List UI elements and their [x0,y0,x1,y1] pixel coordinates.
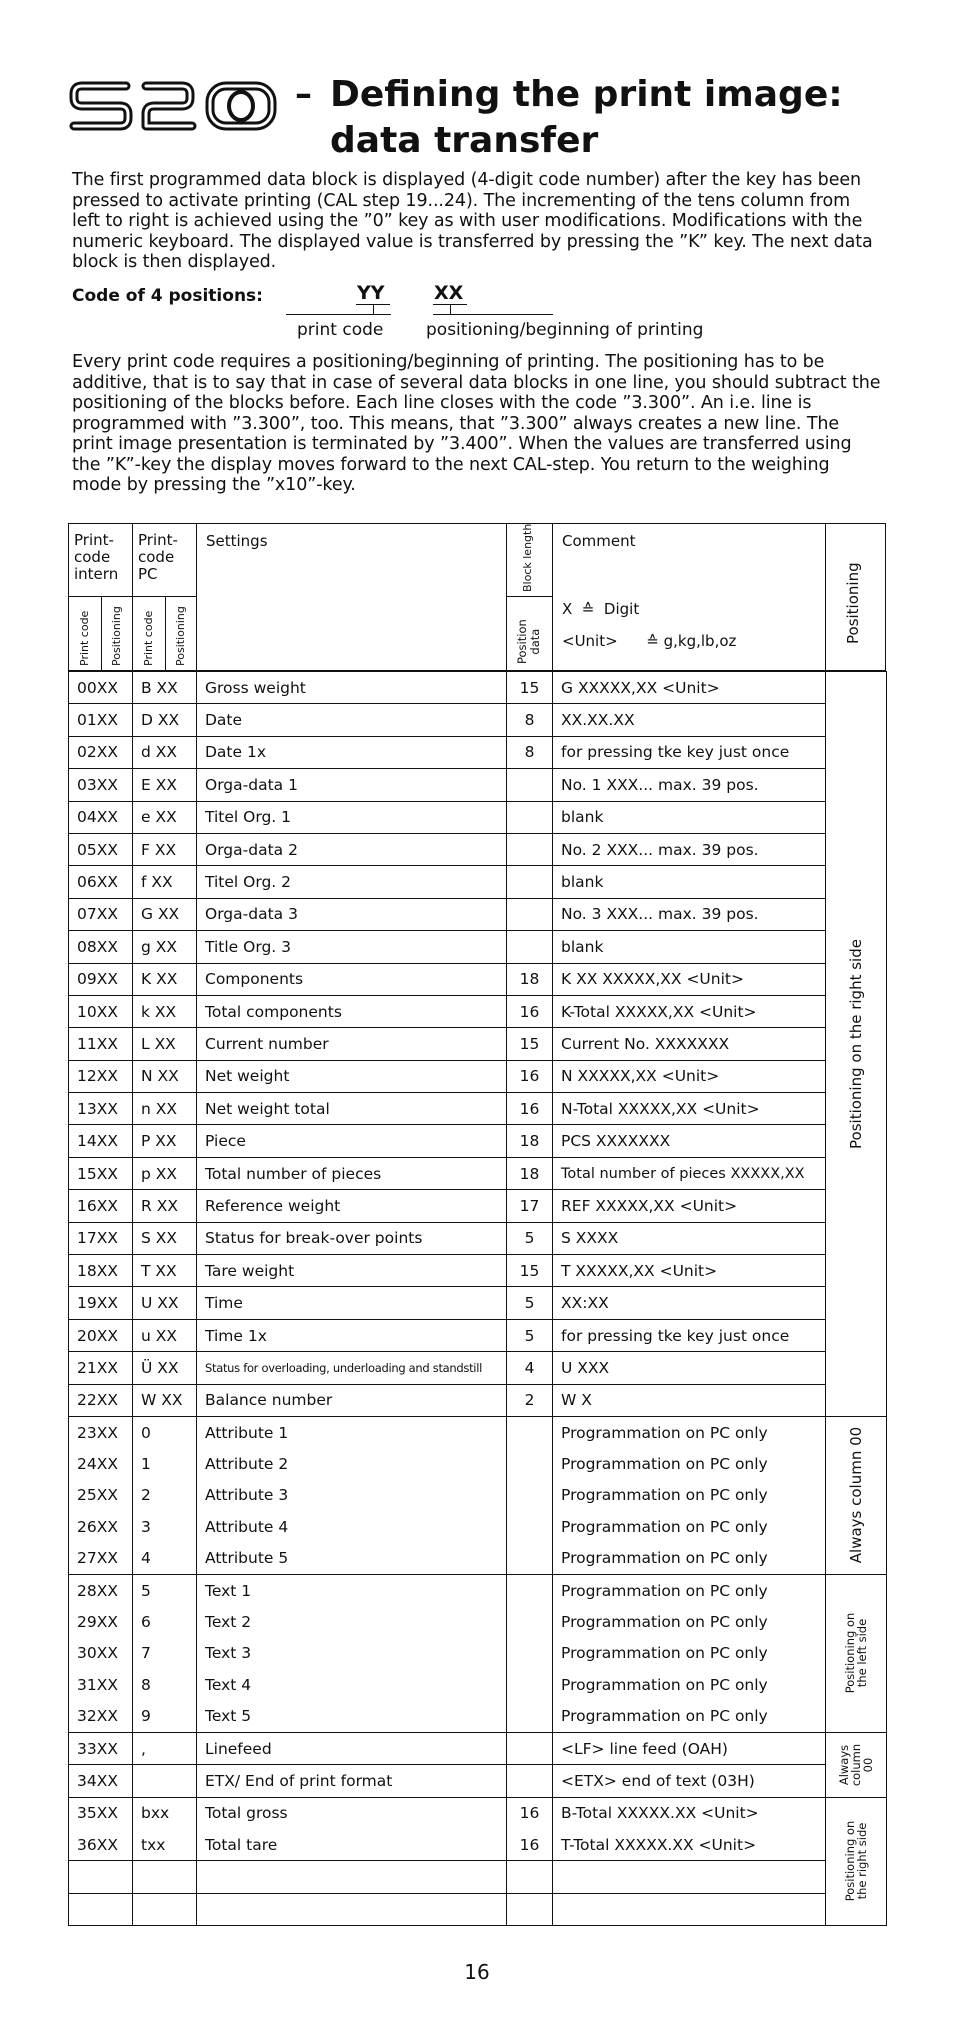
cell-print-code-pc [133,1765,197,1797]
table-row [69,1093,887,1125]
positioning-group-label: Always column 00 [847,1427,865,1564]
cell-print-code-pc: Ü XX [133,1352,197,1384]
cell-print-code-pc: 3 [133,1511,197,1542]
cell-print-code-intern [69,1893,133,1925]
cell-print-code-pc: B XX [133,672,197,704]
cell-setting: Text 3 [197,1638,507,1669]
cell-print-code-pc: G XX [133,898,197,930]
cell-print-code-intern: 34XX [69,1765,133,1797]
cell-setting: Title Org. 3 [197,931,507,963]
cell-setting: Time [197,1287,507,1319]
yy-tick [373,304,374,314]
positioning-group [826,1574,887,1732]
cell-block-length [507,1861,553,1893]
cell-print-code-intern: 22XX [69,1384,133,1416]
cell-setting: Text 4 [197,1669,507,1700]
cell-print-code-intern: 33XX [69,1732,133,1764]
table-row [69,1416,887,1448]
table-row [69,1829,887,1861]
cell-block-length [507,1511,553,1542]
cell-comment: REF XXXXX,XX <Unit> [553,1190,826,1222]
cell-block-length: 18 [507,1157,553,1189]
cell-block-length: 5 [507,1319,553,1351]
cell-setting: Attribute 2 [197,1448,507,1479]
cell-print-code-pc: d XX [133,736,197,768]
cell-print-code-intern: 06XX [69,866,133,898]
cell-comment [553,1861,826,1893]
cell-block-length: 2 [507,1384,553,1416]
cell-block-length: 5 [507,1287,553,1319]
cell-print-code-pc: k XX [133,995,197,1027]
cell-print-code-pc: N XX [133,1060,197,1092]
cell-block-length [507,1732,553,1764]
cell-print-code-pc: 0 [133,1416,197,1448]
table-row [69,1060,887,1092]
cell-print-code-pc: F XX [133,833,197,865]
cell-print-code-intern: 31XX [69,1669,133,1700]
cell-setting: Net weight total [197,1093,507,1125]
print-code-table [68,671,887,1926]
cell-comment: <ETX> end of text (03H) [553,1765,826,1797]
positioning-group [826,1797,887,1926]
cell-print-code-intern: 19XX [69,1287,133,1319]
title-dash: – [295,74,312,114]
cell-comment: K-Total XXXXX,XX <Unit> [553,995,826,1027]
cell-comment: blank [553,866,826,898]
positioning-bracket [433,314,553,315]
cell-comment: Programmation on PC only [553,1669,826,1700]
cell-block-length: 16 [507,1829,553,1861]
cell-block-length [507,1574,553,1606]
table-row [69,1861,887,1893]
cell-block-length: 18 [507,1125,553,1157]
table-row [69,1511,887,1542]
table-row [69,963,887,995]
cell-setting: Tare weight [197,1255,507,1287]
cell-print-code-pc: 9 [133,1701,197,1733]
cell-print-code-intern: 05XX [69,833,133,865]
header-block-length: Block length [521,523,534,592]
header-intern-positioning: Positioning [110,606,123,666]
cell-print-code-pc: txx [133,1829,197,1861]
cell-setting: Titel Org. 1 [197,801,507,833]
cell-print-code-intern: 36XX [69,1829,133,1861]
positioning-paragraph: Every print code requires a positioning/beginning of printing. The positioning has to be additive, that is to say that in case of several data blocks in one line, you should subtract the positioning of the blocks before. Each line closes with the code ”3.300”. An i.e. line is programmed with ”3.300”, too. This means, that ”3.300” always creates a new line. The print image presentation is terminated by ”3.400”. When the values are transferred using the ”K”-key the display moves forward to the next CAL-step. You return to the weighing mode by pressing the ”x10”-key. [72,352,881,495]
table-row [69,898,887,930]
cell-comment: No. 2 XXX... max. 39 pos. [553,833,826,865]
cell-block-length: 16 [507,1060,553,1092]
cell-setting: Current number [197,1028,507,1060]
cell-print-code-pc: f XX [133,866,197,898]
cell-setting: Time 1x [197,1319,507,1351]
cell-comment: Programmation on PC only [553,1543,826,1575]
title-line-2: data transfer [330,120,599,161]
cell-comment: for pressing tke key just once [553,736,826,768]
cell-setting: Text 1 [197,1574,507,1606]
positioning-group-label: Positioning on the right side [847,939,865,1149]
cell-print-code-intern: 12XX [69,1060,133,1092]
cell-comment: Programmation on PC only [553,1606,826,1637]
cell-print-code-pc: 7 [133,1638,197,1669]
print-code-label: print code [297,320,384,340]
cell-setting: Orga-data 3 [197,898,507,930]
cell-setting: Status for overloading, underloading and standstill [197,1352,507,1384]
cell-print-code-pc: 4 [133,1543,197,1575]
cell-block-length: 16 [507,1093,553,1125]
cell-block-length [507,1606,553,1637]
cell-comment: blank [553,801,826,833]
legend-digit: X ≙ Digit [562,600,640,618]
cell-setting: Status for break-over points [197,1222,507,1254]
cell-block-length [507,1480,553,1511]
cell-print-code-intern: 03XX [69,769,133,801]
cell-block-length [507,1416,553,1448]
cell-block-length: 15 [507,1028,553,1060]
cell-block-length: 17 [507,1190,553,1222]
cell-comment: Current No. XXXXXXX [553,1028,826,1060]
cell-print-code-intern: 04XX [69,801,133,833]
cell-comment: N XXXXX,XX <Unit> [553,1060,826,1092]
table-row [69,736,887,768]
cell-print-code-pc: T XX [133,1255,197,1287]
page-header [68,72,898,172]
cell-setting: Total tare [197,1829,507,1861]
cell-setting: Piece [197,1125,507,1157]
cell-comment [553,1893,826,1925]
cell-comment: Programmation on PC only [553,1511,826,1542]
cell-print-code-pc: U XX [133,1287,197,1319]
cell-print-code-pc: bxx [133,1797,197,1829]
cell-block-length [507,1543,553,1575]
cell-comment: Total number of pieces XXXXX,XX [553,1157,826,1189]
table-row [69,769,887,801]
positioning-group [826,1416,887,1574]
table-row [69,1765,887,1797]
cell-comment: Programmation on PC only [553,1480,826,1511]
title-line-1: Defining the print image: [330,74,843,115]
cell-comment: blank [553,931,826,963]
cell-block-length [507,866,553,898]
table-row [69,1255,887,1287]
cell-print-code-intern: 16XX [69,1190,133,1222]
cell-setting: Linefeed [197,1732,507,1764]
cell-setting: Date [197,704,507,736]
header-intern-print-code: Print code [78,610,91,666]
cell-print-code-pc: 5 [133,1574,197,1606]
table-row [69,672,887,704]
cell-print-code-pc: e XX [133,801,197,833]
cell-setting [197,1861,507,1893]
cell-block-length: 16 [507,995,553,1027]
cell-block-length [507,898,553,930]
cell-comment: No. 3 XXX... max. 39 pos. [553,898,826,930]
cell-print-code-intern: 23XX [69,1416,133,1448]
cell-setting: Gross weight [197,672,507,704]
table-row [69,1480,887,1511]
cell-setting: Balance number [197,1384,507,1416]
cell-print-code-pc: L XX [133,1028,197,1060]
cell-print-code-intern: 32XX [69,1701,133,1733]
cell-comment: XX.XX.XX [553,704,826,736]
table-row [69,1638,887,1669]
cell-print-code-pc: u XX [133,1319,197,1351]
cell-print-code-intern: 10XX [69,995,133,1027]
table-row [69,866,887,898]
cell-comment: XX:XX [553,1287,826,1319]
cell-comment: for pressing tke key just once [553,1319,826,1351]
table-row [69,931,887,963]
cell-block-length: 4 [507,1352,553,1384]
cell-setting: Attribute 3 [197,1480,507,1511]
table-row [69,1574,887,1606]
positioning-group-label: Positioning on the left side [843,1613,869,1694]
print-code-bracket [286,314,391,315]
table-row [69,1157,887,1189]
cell-print-code-pc: n XX [133,1093,197,1125]
table-row [69,1190,887,1222]
cell-setting: ETX/ End of print format [197,1765,507,1797]
cell-print-code-intern: 21XX [69,1352,133,1384]
cell-print-code-intern: 26XX [69,1511,133,1542]
code-yy: YY [357,282,385,304]
cell-block-length: 15 [507,672,553,704]
header-comment: Comment [562,532,636,550]
table-row [69,1028,887,1060]
positioning-group [826,672,887,1417]
cell-print-code-intern: 17XX [69,1222,133,1254]
positioning-label: positioning/beginning of printing [426,320,704,340]
cell-print-code-intern: 24XX [69,1448,133,1479]
table-row [69,1606,887,1637]
cell-print-code-intern: 09XX [69,963,133,995]
cell-print-code-pc: 6 [133,1606,197,1637]
code-format-diagram [72,282,892,342]
cell-setting: Text 5 [197,1701,507,1733]
table-row [69,1287,887,1319]
cell-setting: Reference weight [197,1190,507,1222]
table-row [69,1797,887,1829]
positioning-group [826,1732,887,1797]
cell-print-code-pc: 1 [133,1448,197,1479]
cell-print-code-intern: 25XX [69,1480,133,1511]
cell-print-code-pc: E XX [133,769,197,801]
cell-comment: T-Total XXXXX.XX <Unit> [553,1829,826,1861]
cell-block-length [507,1701,553,1733]
cell-setting: Components [197,963,507,995]
cell-block-length [507,833,553,865]
cell-comment: K XX XXXXX,XX <Unit> [553,963,826,995]
cell-print-code-intern: 00XX [69,672,133,704]
page-number: 16 [464,1960,490,1984]
table-row [69,1384,887,1416]
cell-print-code-pc: S XX [133,1222,197,1254]
header-pc-positioning: Positioning [174,606,187,666]
cell-print-code-pc: 8 [133,1669,197,1700]
table-row [69,1732,887,1764]
cell-block-length: 16 [507,1797,553,1829]
cell-comment: No. 1 XXX... max. 39 pos. [553,769,826,801]
table-row [69,1222,887,1254]
table-row [69,801,887,833]
table-row [69,1125,887,1157]
cell-print-code-intern: 08XX [69,931,133,963]
table-row [69,704,887,736]
cell-print-code-pc: g XX [133,931,197,963]
cell-print-code-pc: 2 [133,1480,197,1511]
cell-print-code-intern: 30XX [69,1638,133,1669]
legend-unit: <Unit> ≙ g,kg,lb,oz [562,632,737,650]
header-print-code-intern: Print- code intern [74,531,119,583]
cell-comment: T XXXXX,XX <Unit> [553,1255,826,1287]
cell-print-code-pc: R XX [133,1190,197,1222]
cell-print-code-pc: p XX [133,1157,197,1189]
cell-print-code-intern: 28XX [69,1574,133,1606]
cell-block-length [507,1638,553,1669]
cell-print-code-intern: 01XX [69,704,133,736]
table-row [69,1543,887,1575]
cell-setting: Total components [197,995,507,1027]
header-position-data: Position data [515,619,542,664]
cell-print-code-intern: 27XX [69,1543,133,1575]
cell-block-length: 8 [507,736,553,768]
cell-setting: Titel Org. 2 [197,866,507,898]
table-row [69,1448,887,1479]
cell-print-code-intern: 15XX [69,1157,133,1189]
cell-comment: N-Total XXXXX,XX <Unit> [553,1093,826,1125]
cell-comment: G XXXXX,XX <Unit> [553,672,826,704]
intro-paragraph: The first programmed data block is displayed (4-digit code number) after the key has been pressed to activate printing (CAL step 19...24). The incrementing of the tens column from left to right is achieved using the ”0” key as with user modifications. Modifications with the numeric keyboard. The displayed value is transferred by pressing the ”K” key. The next data block is then displayed. [72,170,873,272]
cell-comment: <LF> line feed (OAH) [553,1732,826,1764]
positioning-group-label: Always column 00 [837,1743,875,1786]
s20-logo [68,78,280,134]
cell-print-code-intern: 35XX [69,1797,133,1829]
cell-block-length: 15 [507,1255,553,1287]
cell-comment: Programmation on PC only [553,1638,826,1669]
cell-block-length: 5 [507,1222,553,1254]
table-row [69,833,887,865]
cell-comment: Programmation on PC only [553,1448,826,1479]
header-positioning: Positioning [844,562,862,644]
cell-print-code-pc: W XX [133,1384,197,1416]
cell-print-code-intern: 20XX [69,1319,133,1351]
xx-tick [450,304,451,314]
cell-comment: Programmation on PC only [553,1701,826,1733]
cell-setting: Total gross [197,1797,507,1829]
table-row [69,1893,887,1925]
header-print-code-pc: Print- code PC [138,531,178,583]
table-row [69,1352,887,1384]
cell-setting: Orga-data 1 [197,769,507,801]
cell-comment: W X [553,1384,826,1416]
cell-setting [197,1893,507,1925]
cell-setting: Attribute 5 [197,1543,507,1575]
cell-comment: U XXX [553,1352,826,1384]
cell-block-length [507,1448,553,1479]
cell-comment: S XXXX [553,1222,826,1254]
cell-block-length [507,1765,553,1797]
cell-print-code-pc [133,1861,197,1893]
cell-print-code-intern: 11XX [69,1028,133,1060]
cell-print-code-intern: 02XX [69,736,133,768]
cell-print-code-pc: P XX [133,1125,197,1157]
cell-comment: B-Total XXXXX.XX <Unit> [553,1797,826,1829]
cell-comment: PCS XXXXXXX [553,1125,826,1157]
cell-setting: Total number of pieces [197,1157,507,1189]
cell-block-length [507,801,553,833]
cell-print-code-intern: 18XX [69,1255,133,1287]
cell-setting: Attribute 1 [197,1416,507,1448]
table-row [69,1701,887,1733]
cell-comment: Programmation on PC only [553,1416,826,1448]
cell-block-length [507,931,553,963]
cell-print-code-intern: 29XX [69,1606,133,1637]
code-xx: XX [434,282,464,304]
positioning-group-label: Positioning on the right side [843,1821,869,1902]
cell-print-code-intern: 14XX [69,1125,133,1157]
cell-setting: Date 1x [197,736,507,768]
cell-block-length: 8 [507,704,553,736]
cell-setting: Net weight [197,1060,507,1092]
cell-block-length [507,1893,553,1925]
code-label: Code of 4 positions: [72,286,263,306]
header-settings: Settings [206,532,268,550]
table-row [69,1669,887,1700]
cell-print-code-pc [133,1893,197,1925]
cell-print-code-intern: 13XX [69,1093,133,1125]
cell-print-code-intern [69,1861,133,1893]
header-pc-print-code: Print code [142,610,155,666]
cell-print-code-intern: 07XX [69,898,133,930]
cell-print-code-pc: , [133,1732,197,1764]
table-header [68,523,886,671]
cell-setting: Attribute 4 [197,1511,507,1542]
page-title [330,72,843,164]
table-row [69,995,887,1027]
cell-comment: Programmation on PC only [553,1574,826,1606]
table-row [69,1319,887,1351]
cell-block-length [507,1669,553,1700]
cell-block-length: 18 [507,963,553,995]
cell-setting: Text 2 [197,1606,507,1637]
cell-setting: Orga-data 2 [197,833,507,865]
cell-print-code-pc: D XX [133,704,197,736]
cell-print-code-pc: K XX [133,963,197,995]
cell-block-length [507,769,553,801]
